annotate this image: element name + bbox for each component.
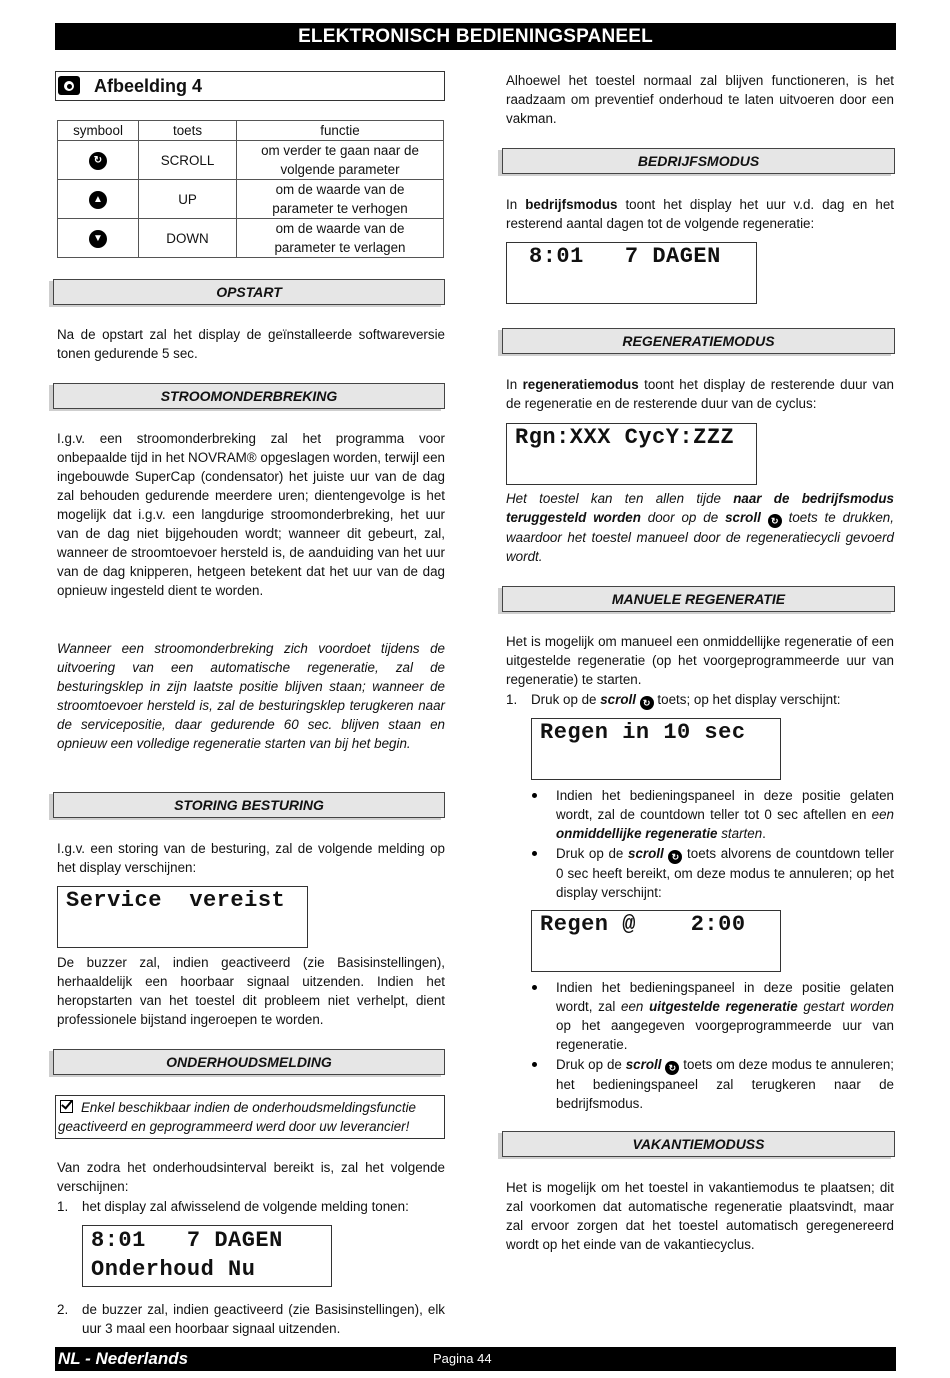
regen-text	[506, 375, 894, 413]
text-run: door op de	[640, 510, 726, 525]
function-line: parameter te verhogen	[272, 201, 408, 216]
function-line: om de waarde van de	[275, 182, 405, 197]
text-run: .	[762, 826, 766, 841]
text-run-bold: bedrijfsmodus	[525, 197, 618, 212]
section-title-regeneratiemodus: REGENERATIEMODUS	[502, 328, 895, 354]
text-run: toets alvorens de countdown teller 0 sec heeft bereikt, om deze modus te annuleren; op het display verschijnt:	[556, 846, 894, 900]
vakantie-text: Het is mogelijk om het toestel in vakantiemodus te plaatsen; dit zal voorkomen dat automatische regeneratie plaatsvindt, maar zal ervoor zorgen dat het toestel automatisch geregenereerd wordt op het einde van de vakantiecyclus.	[506, 1180, 894, 1252]
manueel-text: Het is mogelijk om manueel een onmiddellijke regeneratie of een uitgestelde regeneratie (op het voorgeprogrammeerde uur van regeneratie) te starten.	[506, 634, 894, 687]
text-run: Druk op de	[531, 692, 601, 707]
down-arrow-icon: ▼	[89, 230, 107, 248]
table-cell	[237, 141, 444, 180]
manueel-step-1	[531, 690, 894, 710]
onderhoud-item-2: de buzzer zal, indien geactiveerd (zie Basisinstellingen), elk uur 3 maal een hoorbaar signaal uitzenden.	[82, 1302, 445, 1336]
lcd-line: Onderhoud Nu	[91, 1257, 256, 1282]
function-line: volgende parameter	[280, 162, 400, 177]
text-run: toets om deze modus te annuleren; het bedieningspaneel zal terugkeren naar de bedrijfsmodus.	[556, 1057, 894, 1111]
stroom-italic-text: Wanneer een stroomonderbreking zich voordoet tijdens de uitvoering van een automatische regeneratie, zal de besturingsklep in zijn laatste positie blijven staan; wanneer de stroomtoevoer hersteld is, zal de besturingsklep terugkeren naar de servicepositie, daar gedurende 60 sec. blijven staan en opnieuw een volledige regeneratie starten van bij het begin.	[57, 641, 445, 751]
table-header: functie	[237, 121, 444, 141]
table-row	[58, 180, 444, 219]
text-run: Het toestel kan ten allen tijde	[506, 491, 734, 506]
section-title-manuele-regeneratie: MANUELE REGENERATIE	[502, 586, 895, 612]
text-run-bold: scroll	[625, 1057, 662, 1072]
text-run-bold: uitgestelde regeneratie	[649, 999, 798, 1014]
text-run: op het aangegeven voorgeprogrammeerde uur van regeneratie.	[556, 1018, 894, 1052]
text-run: toont het display het uur v.d. dag en het resterend aantal dagen tot de volgende regeneratie:	[506, 197, 894, 231]
storing-text: I.g.v. een storing van de besturing, zal de volgende melding op het display verschijnen:	[57, 841, 445, 875]
table-cell	[237, 180, 444, 219]
function-line: om de waarde van de	[275, 221, 405, 236]
regen-italic-text	[506, 489, 894, 566]
checkbox-checked-icon	[60, 1100, 73, 1113]
text-run: toets te drukken, waardoor het toestel manueel door de regeneratiecycli gevoerd wordt.	[506, 510, 894, 564]
lcd-onderhoud	[82, 1225, 332, 1287]
lcd-bedrijf: 8:01 7 DAGEN	[506, 242, 757, 304]
section-title-stroomonderbreking: STROOMONDERBREKING	[53, 383, 445, 409]
table-header: toets	[139, 121, 237, 141]
lcd-regeneratie: Rgn:XXX CycY:ZZZ	[506, 423, 757, 485]
up-arrow-icon: ▲	[89, 191, 107, 209]
section-title-onderhoudsmelding: ONDERHOUDSMELDING	[53, 1049, 445, 1075]
onderhoud-text: Van zodra het onderhoudsinterval bereikt is, zal het volgende verschijnen:	[57, 1160, 445, 1194]
table-cell	[58, 180, 139, 219]
text-run: toets; op het display verschijnt:	[653, 692, 841, 707]
text-run: Druk op de	[556, 1057, 626, 1072]
onderhoud-item-1: het display zal afwisselend de volgende melding tonen:	[82, 1199, 409, 1214]
text-run-italic: een	[621, 999, 650, 1014]
text-run: In	[506, 197, 526, 212]
list-number: 2.	[57, 1302, 69, 1317]
table-cell: UP	[139, 180, 237, 219]
page-header: ELEKTRONISCH BEDIENINGSPANEEL	[55, 23, 896, 50]
function-line: om verder te gaan naar de	[261, 143, 419, 158]
storing-text-2: De buzzer zal, indien geactiveerd (zie Basisinstellingen), herhaaldelijk een hoorbaar signaal uitzenden. Indien het heropstarten van het toestel dit probleem niet verhelpt, dient professionele bijstand ingeroepen te worden.	[57, 955, 445, 1027]
figure-title-box	[55, 71, 445, 101]
function-line: parameter te verlagen	[274, 240, 406, 255]
lcd-regen-delayed: Regen @ 2:00	[531, 910, 781, 972]
section-title-storing-besturing: STORING BESTURING	[53, 792, 445, 818]
list-item	[556, 844, 894, 902]
scroll-icon: ↻	[640, 696, 654, 710]
scroll-icon: ↻	[89, 152, 107, 170]
table-row	[58, 219, 444, 258]
figure-title: Afbeelding 4	[94, 76, 203, 96]
text-run-bold: naar de bedrijfsmodus teruggesteld worden	[506, 491, 894, 525]
footer-page-number: Pagina 44	[433, 1351, 492, 1366]
text-run-italic: gestart worden	[797, 999, 894, 1014]
onderhoud-note-text: Enkel beschikbaar indien de onderhoudsmeldingsfunctie geactiveerd en geprogrammeerd werd door uw leverancier!	[58, 1100, 416, 1134]
list-item	[556, 786, 894, 843]
text-run: Indien het bedieningspaneel in deze positie gelaten wordt, zal	[556, 980, 894, 1014]
table-header: symbool	[58, 121, 139, 141]
list-item	[556, 1055, 894, 1113]
section-title-bedrijfsmodus: BEDRIJFSMODUS	[502, 148, 895, 174]
section-title-opstart: OPSTART	[53, 279, 445, 305]
table-cell	[58, 219, 139, 258]
table-cell: SCROLL	[139, 141, 237, 180]
text-run-bold: onmiddellijke regeneratie	[556, 826, 718, 841]
text-run: Druk op de	[556, 846, 629, 861]
text-run-bold: scroll	[725, 510, 761, 525]
lcd-line: 8:01 7 DAGEN	[91, 1228, 283, 1253]
text-run: Indien het bedieningspaneel in deze positie gelaten wordt, zal de countdown teller tot 0 sec aftellen en	[556, 788, 894, 822]
text-run-bold: scroll	[628, 846, 664, 861]
scroll-icon: ↻	[768, 514, 782, 528]
footer-language: NL - Nederlands	[58, 1349, 189, 1368]
onderhoud-note-box	[55, 1095, 445, 1139]
table-cell	[58, 141, 139, 180]
camera-icon	[58, 76, 80, 95]
lcd-regen-countdown: Regen in 10 sec	[531, 718, 781, 780]
text-run-bold: regeneratiemodus	[522, 377, 639, 392]
scroll-icon: ↻	[665, 1061, 679, 1075]
opstart-text: Na de opstart zal het display de geïnstalleerde softwareversie tonen gedurende 5 sec.	[57, 327, 445, 361]
table-cell: DOWN	[139, 219, 237, 258]
intro-text: Alhoewel het toestel normaal zal blijven functioneren, is het raadzaam om preventief onderhoud te laten uitvoeren door een vakman.	[506, 73, 894, 126]
section-title-vakantiemodus: VAKANTIEMODUSS	[502, 1131, 895, 1157]
lcd-service-vereist: Service vereist	[57, 886, 308, 948]
scroll-icon: ↻	[668, 850, 682, 864]
text-run-italic: een	[871, 807, 894, 822]
table-row	[58, 141, 444, 180]
list-item	[556, 978, 894, 1054]
keys-table	[57, 120, 444, 258]
list-number: 1.	[506, 692, 518, 707]
table-header-row	[58, 121, 444, 141]
text-run: In	[506, 377, 523, 392]
text-run: toont het display de resterende duur van de regeneratie en de resterende duur van de cyclus:	[506, 377, 894, 411]
table-cell	[237, 219, 444, 258]
text-run-bold: scroll	[600, 692, 636, 707]
text-run-italic: starten	[717, 826, 763, 841]
bedrijf-text	[506, 195, 894, 233]
page-footer	[55, 1347, 896, 1371]
list-number: 1.	[57, 1199, 69, 1214]
stroom-text: I.g.v. een stroomonderbreking zal het programma voor onbepaalde tijd in het NOVRAM® opgeslagen worden, terwijl een ingebouwde SuperCap (condensator) het juiste uur van de dag zal behouden gedurende meerdere uren; dientengevolge is het mogelijk dat i.g.v. een langdurige stroomonderbreking, het uur van de dag niet bijgehouden wordt; wanneer dit gebeurt, zal, wanneer de stroomtoevoer hersteld is, de aanduiding van het uur van de dag knipperen, hetgeen betekent dat het uur van de dag opnieuw ingesteld dient te worden.	[57, 431, 446, 598]
